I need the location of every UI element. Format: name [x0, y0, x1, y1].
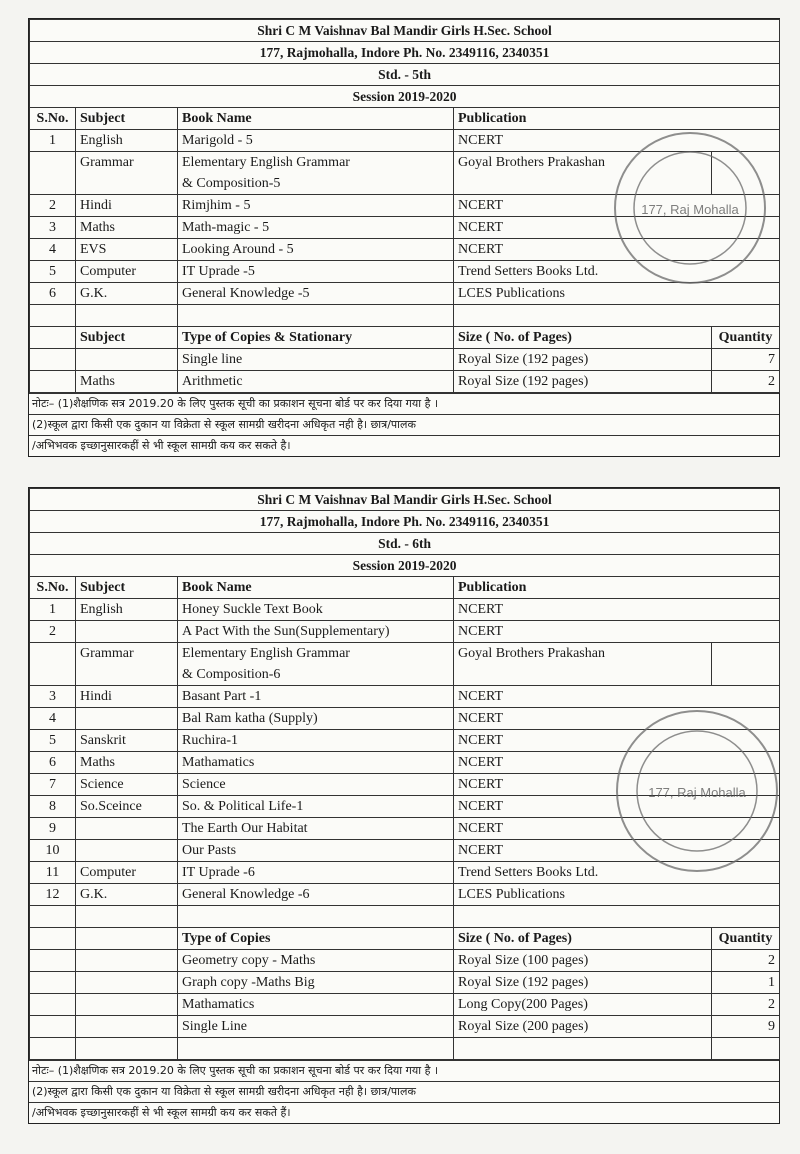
book-publication: NCERT [454, 130, 780, 152]
empty-cell [30, 906, 76, 928]
book-subject: Grammar [76, 152, 178, 195]
book-subject [76, 840, 178, 862]
copies-header-type: Type of Copies & Stationary [178, 327, 454, 349]
blank-row [30, 305, 780, 327]
book-row [30, 752, 780, 774]
book-publication: NCERT [454, 686, 780, 708]
book-row [30, 818, 780, 840]
book-subject [76, 708, 178, 730]
empty-cell [76, 305, 178, 327]
book-subject: Maths [76, 752, 178, 774]
empty-cell [454, 906, 780, 928]
copy-type: Mathamatics [178, 994, 454, 1016]
book-row [30, 708, 780, 730]
copies-header-size: Size ( No. of Pages) [454, 327, 712, 349]
book-publication: Trend Setters Books Ltd. [454, 862, 780, 884]
book-publication: NCERT [454, 217, 780, 239]
empty-cell [178, 305, 454, 327]
book-sno: 9 [30, 818, 76, 840]
book-row [30, 774, 780, 796]
book-subject [76, 621, 178, 643]
school-name: Shri C M Vaishnav Bal Mandir Girls H.Sec. School [30, 489, 780, 511]
copy-quantity: 2 [712, 371, 780, 393]
book-sno: 1 [30, 599, 76, 621]
book-name: The Earth Our Habitat [178, 818, 454, 840]
empty-cell [30, 371, 76, 393]
booklist-std-6 [28, 487, 780, 1124]
copy-row [30, 972, 780, 994]
book-sno: 8 [30, 796, 76, 818]
empty-cell [76, 994, 178, 1016]
book-sno: 1 [30, 130, 76, 152]
empty-cell [178, 1038, 454, 1060]
book-publication: LCES Publications [454, 283, 780, 305]
book-subject: Science [76, 774, 178, 796]
note-line: (2)स्कूल द्वारा किसी एक दुकान या विक्रेता से स्कूल सामग्री खरीदना अधिकृत नही है। छात्र/पालक [29, 414, 779, 435]
header-book-name: Book Name [178, 577, 454, 599]
book-publication: NCERT [454, 840, 780, 862]
booklist-table [29, 19, 780, 393]
book-sno: 4 [30, 239, 76, 261]
copy-subject [76, 349, 178, 371]
standard-label: Std. - 6th [30, 533, 780, 555]
empty-cell [30, 327, 76, 349]
book-subject: Computer [76, 862, 178, 884]
book-row [30, 621, 780, 643]
address-row [30, 511, 780, 533]
book-row [30, 152, 780, 195]
copy-subject: Maths [76, 371, 178, 393]
empty-cell [76, 972, 178, 994]
copy-row [30, 994, 780, 1016]
copy-size: Long Copy(200 Pages) [454, 994, 712, 1016]
book-sno [30, 152, 76, 195]
book-subject: So.Sceince [76, 796, 178, 818]
copies-header-type: Type of Copies [178, 928, 454, 950]
copies-header-row [30, 928, 780, 950]
book-name: A Pact With the Sun(Supplementary) [178, 621, 454, 643]
note-line: (2)स्कूल द्वारा किसी एक दुकान या विक्रेता से स्कूल सामग्री खरीदना अधिकृत नही है। छात्र/पालक [29, 1081, 779, 1102]
book-row [30, 599, 780, 621]
book-publication: NCERT [454, 774, 780, 796]
book-row [30, 217, 780, 239]
seal-text: 177, Raj Mohalla [641, 202, 739, 217]
copy-quantity: 2 [712, 950, 780, 972]
empty-cell [76, 906, 178, 928]
book-row [30, 840, 780, 862]
copy-size: Royal Size (192 pages) [454, 972, 712, 994]
empty-cell [30, 349, 76, 371]
copy-type: Single Line [178, 1016, 454, 1038]
copy-type: Single line [178, 349, 454, 371]
book-subject: G.K. [76, 884, 178, 906]
book-sno: 3 [30, 686, 76, 708]
blank-row [30, 1038, 780, 1060]
copy-type: Geometry copy - Maths [178, 950, 454, 972]
book-sno: 4 [30, 708, 76, 730]
header-publication: Publication [454, 577, 780, 599]
book-name: Ruchira-1 [178, 730, 454, 752]
book-subject: Hindi [76, 195, 178, 217]
note-line: /अभिभवक इच्छानुसारकहीं से भी स्कूल सामग्री कय कर सकते हैं। [29, 1102, 779, 1123]
book-row [30, 884, 780, 906]
book-subject: G.K. [76, 283, 178, 305]
school-name: Shri C M Vaishnav Bal Mandir Girls H.Sec. School [30, 20, 780, 42]
copy-row [30, 950, 780, 972]
copy-quantity: 7 [712, 349, 780, 371]
book-name: General Knowledge -6 [178, 884, 454, 906]
copy-size: Royal Size (192 pages) [454, 349, 712, 371]
book-sno: 6 [30, 283, 76, 305]
empty-cell [30, 994, 76, 1016]
copy-quantity: 9 [712, 1016, 780, 1038]
copies-header-quantity: Quantity [712, 327, 780, 349]
book-sno: 5 [30, 261, 76, 283]
book-publication: NCERT [454, 599, 780, 621]
copy-row [30, 1016, 780, 1038]
book-name: Basant Part -1 [178, 686, 454, 708]
book-sno: 11 [30, 862, 76, 884]
book-name: IT Uprade -5 [178, 261, 454, 283]
session-label: Session 2019-2020 [30, 86, 780, 108]
empty-cell [454, 1038, 712, 1060]
book-name: Looking Around - 5 [178, 239, 454, 261]
empty-cell [454, 305, 780, 327]
book-row [30, 195, 780, 217]
booklist-table [29, 488, 780, 1060]
book-name: General Knowledge -5 [178, 283, 454, 305]
book-subject: Sanskrit [76, 730, 178, 752]
book-name: Science [178, 774, 454, 796]
book-sno: 5 [30, 730, 76, 752]
empty-cell [76, 928, 178, 950]
book-publication: NCERT [454, 708, 780, 730]
book-name: Bal Ram katha (Supply) [178, 708, 454, 730]
book-row [30, 130, 780, 152]
standard-row [30, 64, 780, 86]
book-publication: NCERT [454, 621, 780, 643]
empty-cell [178, 906, 454, 928]
session-row [30, 555, 780, 577]
book-sno [30, 643, 76, 686]
copies-header-subject: Subject [76, 327, 178, 349]
book-subject [76, 818, 178, 840]
book-row [30, 686, 780, 708]
copy-size: Royal Size (200 pages) [454, 1016, 712, 1038]
book-publication: NCERT [454, 239, 780, 261]
header-sno: S.No. [30, 108, 76, 130]
book-publication: NCERT [454, 818, 780, 840]
book-row [30, 730, 780, 752]
book-subject: English [76, 599, 178, 621]
book-sno: 7 [30, 774, 76, 796]
book-sno: 10 [30, 840, 76, 862]
empty-cell [76, 1016, 178, 1038]
book-row [30, 239, 780, 261]
school-address: 177, Rajmohalla, Indore Ph. No. 2349116, 2340351 [30, 42, 780, 64]
book-name: IT Uprade -6 [178, 862, 454, 884]
table-header-row [30, 108, 780, 130]
empty-cell [30, 950, 76, 972]
book-subject: English [76, 130, 178, 152]
note-line: नोटः– (1)शैक्षणिक सत्र 2019.20 के लिए पुस्तक सूची का प्रकाशन सूचना बोर्ड पर कर दिया गया है । [29, 1060, 779, 1081]
book-name: Marigold - 5 [178, 130, 454, 152]
note-line: नोटः– (1)शैक्षणिक सत्र 2019.20 के लिए पुस्तक सूची का प्रकाशन सूचना बोर्ड पर कर दिया गया है । [29, 393, 779, 414]
book-name: Elementary English Grammar & Composition-5 [178, 152, 454, 195]
book-row [30, 261, 780, 283]
book-name: Elementary English Grammar & Composition-6 [178, 643, 454, 686]
school-name-row [30, 20, 780, 42]
book-subject: Maths [76, 217, 178, 239]
copy-row [30, 349, 780, 371]
copy-type: Graph copy -Maths Big [178, 972, 454, 994]
copies-header-size: Size ( No. of Pages) [454, 928, 712, 950]
book-sno: 3 [30, 217, 76, 239]
session-label: Session 2019-2020 [30, 555, 780, 577]
header-book-name: Book Name [178, 108, 454, 130]
book-publication: Goyal Brothers Prakashan [454, 152, 712, 195]
copy-type: Arithmetic [178, 371, 454, 393]
book-sno: 2 [30, 195, 76, 217]
empty-cell [76, 950, 178, 972]
copy-row [30, 371, 780, 393]
session-row [30, 86, 780, 108]
book-row [30, 862, 780, 884]
book-publication: NCERT [454, 195, 780, 217]
empty-cell [30, 972, 76, 994]
book-publication: NCERT [454, 752, 780, 774]
book-subject: Grammar [76, 643, 178, 686]
book-publication: Trend Setters Books Ltd. [454, 261, 780, 283]
empty-cell [712, 152, 780, 195]
book-row [30, 283, 780, 305]
empty-cell [712, 1038, 780, 1060]
header-sno: S.No. [30, 577, 76, 599]
copy-size: Royal Size (100 pages) [454, 950, 712, 972]
empty-cell [30, 928, 76, 950]
seal-text: 177, Raj Mohalla [648, 785, 746, 800]
copies-header-quantity: Quantity [712, 928, 780, 950]
copy-quantity: 2 [712, 994, 780, 1016]
empty-cell [76, 1038, 178, 1060]
copy-size: Royal Size (192 pages) [454, 371, 712, 393]
empty-cell [712, 643, 780, 686]
standard-label: Std. - 5th [30, 64, 780, 86]
school-name-row [30, 489, 780, 511]
book-publication: NCERT [454, 796, 780, 818]
note-line: /अभिभवक इच्छानुसारकहीं से भी स्कूल सामग्री कय कर सकते है। [29, 435, 779, 456]
empty-cell [30, 1016, 76, 1038]
book-name: Math-magic - 5 [178, 217, 454, 239]
book-subject: EVS [76, 239, 178, 261]
book-publication: LCES Publications [454, 884, 780, 906]
table-header-row [30, 577, 780, 599]
empty-cell [30, 305, 76, 327]
copies-header-row [30, 327, 780, 349]
book-name: Our Pasts [178, 840, 454, 862]
header-publication: Publication [454, 108, 780, 130]
book-sno: 6 [30, 752, 76, 774]
copy-quantity: 1 [712, 972, 780, 994]
book-publication: NCERT [454, 730, 780, 752]
book-name: Honey Suckle Text Book [178, 599, 454, 621]
book-name: Mathamatics [178, 752, 454, 774]
book-row [30, 643, 780, 686]
book-sno: 2 [30, 621, 76, 643]
book-sno: 12 [30, 884, 76, 906]
book-name: So. & Political Life-1 [178, 796, 454, 818]
empty-cell [30, 1038, 76, 1060]
book-name: Rimjhim - 5 [178, 195, 454, 217]
header-subject: Subject [76, 108, 178, 130]
blank-row [30, 906, 780, 928]
booklist-std-5 [28, 18, 780, 457]
header-subject: Subject [76, 577, 178, 599]
book-subject: Hindi [76, 686, 178, 708]
address-row [30, 42, 780, 64]
school-address: 177, Rajmohalla, Indore Ph. No. 2349116, 2340351 [30, 511, 780, 533]
book-publication: Goyal Brothers Prakashan [454, 643, 712, 686]
standard-row [30, 533, 780, 555]
book-row [30, 796, 780, 818]
book-subject: Computer [76, 261, 178, 283]
